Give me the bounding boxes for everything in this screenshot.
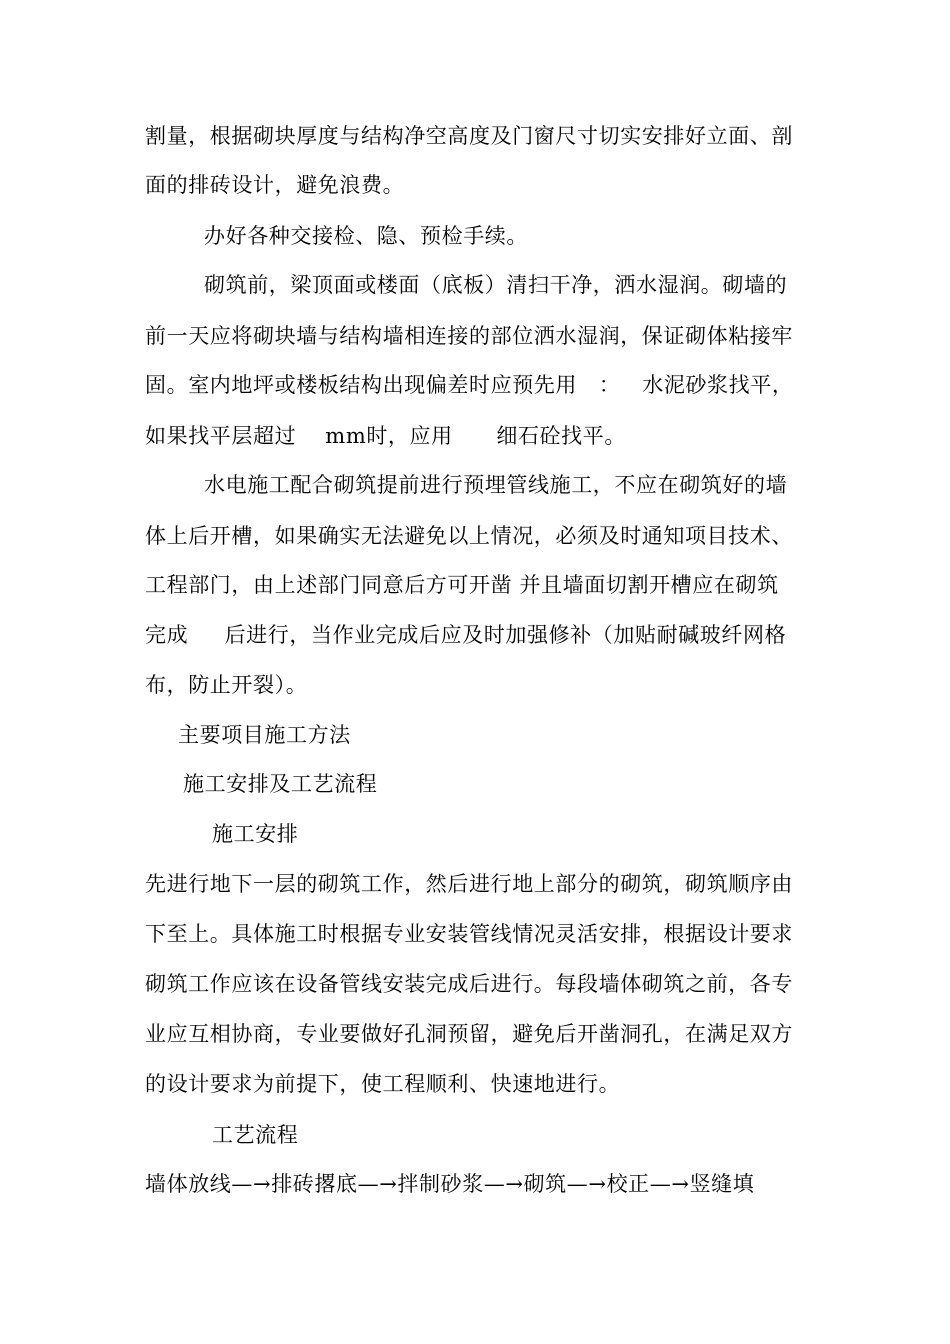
paragraph-line: 工程部门，由上述部门同意后方可开凿 并且墙面切割开槽应在砌筑 <box>145 573 779 597</box>
subsection-heading: 施工安排及工艺流程 <box>183 772 378 796</box>
paragraph-line: 面的排砖设计，避免浪费。 <box>145 173 405 197</box>
paragraph-line: 完成 后进行，当作业完成后应及时加强修补（加贴耐碱玻纤网格 <box>145 623 787 647</box>
paragraph-line: 水电施工配合砌筑提前进行预埋管线施工，不应在砌筑好的墙 <box>204 473 788 497</box>
paragraph-line: 下至上。具体施工时根据专业安装管线情况灵活安排，根据设计要求 <box>145 922 793 946</box>
paragraph-line: 的设计要求为前提下，使工程顺利、快速地进行。 <box>145 1072 621 1096</box>
section-heading: 主要项目施工方法 <box>178 723 351 747</box>
paragraph-line: 先进行地下一层的砌筑工作，然后进行地上部分的砌筑，砌筑顺序由 <box>145 872 793 896</box>
paragraph-line: 砌筑前，梁顶面或楼面（底板）清扫干净，洒水湿润。砌墙的 <box>204 273 788 297</box>
paragraph-line: 固。室内地坪或楼板结构出现偏差时应预先用 ： 水泥砂浆找平， <box>145 373 794 397</box>
paragraph-line: 办好各种交接检、隐、预检手续。 <box>204 224 528 248</box>
paragraph-line: 砌筑工作应该在设备管线安装完成后进行。每段墙体砌筑之前，各专 <box>145 972 793 996</box>
paragraph-line: 业应互相协商，专业要做好孔洞预留，避免后开凿洞孔，在满足双方 <box>145 1022 793 1046</box>
paragraph-line: 布，防止开裂）。 <box>145 673 308 697</box>
paragraph-line: 体上后开槽，如果确实无法避免以上情况，必须及时通知项目技术、 <box>145 524 793 548</box>
subsection-heading: 施工安排 <box>212 822 299 846</box>
subsection-heading: 工艺流程 <box>212 1123 299 1147</box>
paragraph-line: 如果找平层超过 mm时，应用 细石砼找平。 <box>145 424 626 448</box>
paragraph-line: 前一天应将砌块墙与结构墙相连接的部位洒水湿润，保证砌体粘接牢 <box>145 324 793 348</box>
paragraph-line: 割量，根据砌块厚度与结构净空高度及门窗尺寸切实安排好立面、剖 <box>145 124 793 148</box>
paragraph-line: 墙体放线—→排砖撂底—→拌制砂浆—→砌筑—→校正—→竖缝填 <box>145 1172 755 1196</box>
